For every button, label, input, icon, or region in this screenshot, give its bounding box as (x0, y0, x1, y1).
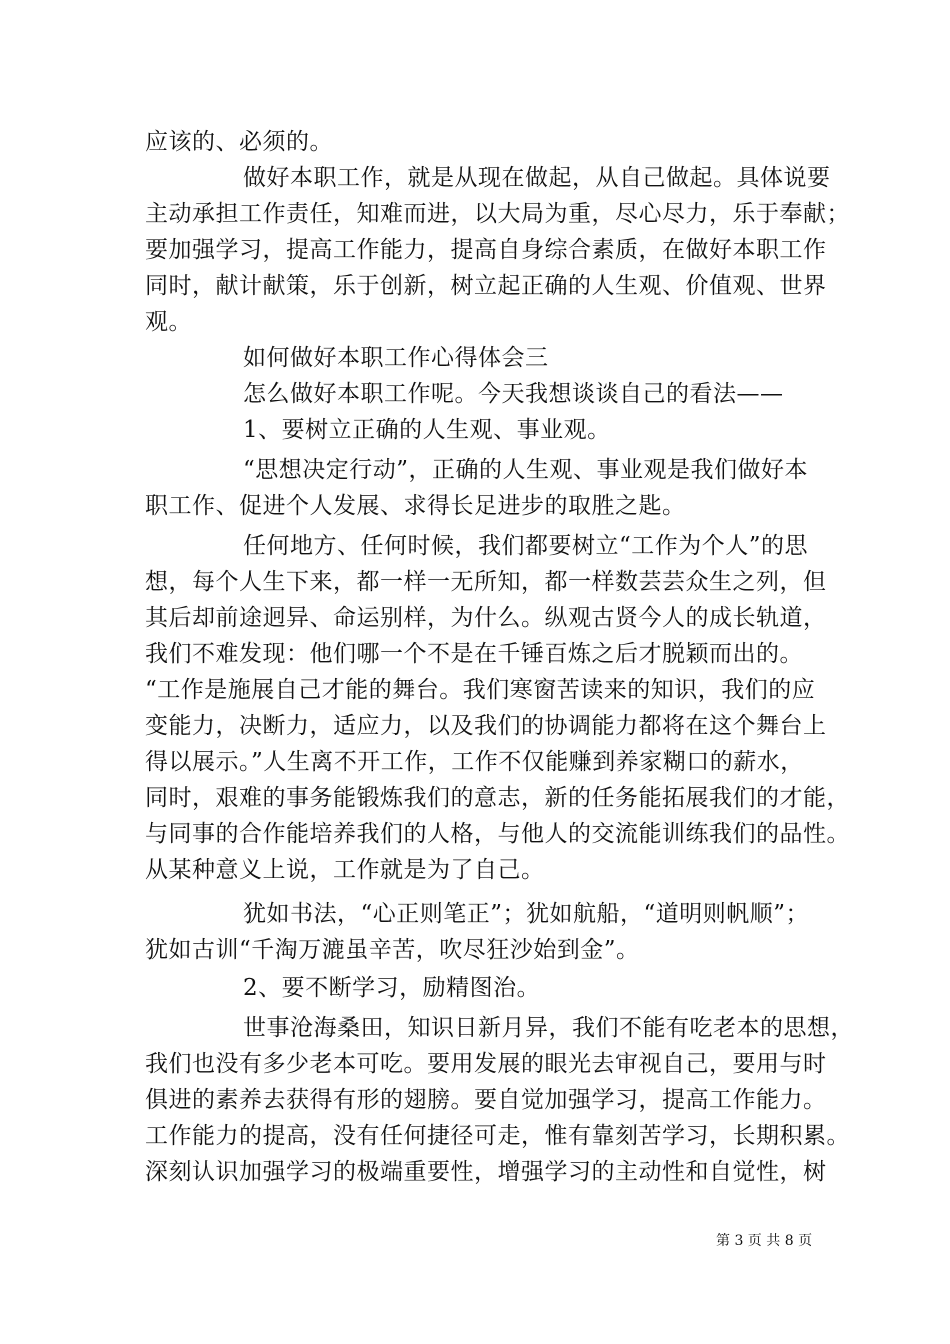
text-line: 我们也没有多少老本可吃。要用发展的眼光去审视自己，要用与时 (145, 1051, 827, 1077)
page-number: 第 3 页 共 8 页 (716, 1233, 813, 1249)
text-line: 工作能力的提高，没有任何捷径可走，惟有靠刻苦学习，长期积累。 (145, 1123, 850, 1149)
text-line: 观。 (145, 309, 192, 335)
text-line: 想，每个人生下来，都一样一无所知，都一样数芸芸众生之列，但 (145, 569, 827, 595)
text-line: 我们不难发现：他们哪一个不是在千锤百炼之后才脱颖而出的。 (145, 641, 803, 667)
text-line: 同时，献计献策，乐于创新，树立起正确的人生观、价值观、世界 (145, 273, 827, 299)
text-line: 变能力，决断力，适应力，以及我们的协调能力都将在这个舞台上 (145, 713, 827, 739)
text-line: 其后却前途迥异、命运别样，为什么。纵观古贤今人的成长轨道， (145, 605, 827, 631)
text-line: 同时，艰难的事务能锻炼我们的意志，新的任务能拓展我们的才能， (145, 785, 850, 811)
text-line: 与同事的合作能培养我们的人格，与他人的交流能训练我们的品性。 (145, 821, 850, 847)
text-line: 世事沧海桑田，知识日新月异，我们不能有吃老本的思想， (243, 1015, 854, 1041)
numbered-heading: 1、要树立正确的人生观、事业观。 (243, 417, 611, 443)
text-line: 做好本职工作，就是从现在做起，从自己做起。具体说要 (243, 165, 831, 191)
text-line: 从某种意义上说，工作就是为了自己。 (145, 857, 545, 883)
text-line: “思想决定行动”，正确的人生观、事业观是我们做好本 (243, 457, 809, 483)
text-line: 应该的、必须的。 (145, 129, 333, 155)
text-line: 要加强学习，提高工作能力，提高自身综合素质，在做好本职工作 (145, 237, 827, 263)
text-line: 任何地方、任何时候，我们都要树立“工作为个人”的思 (243, 533, 809, 559)
text-line: 主动承担工作责任，知难而进，以大局为重，尽心尽力，乐于奉献； (145, 201, 850, 227)
numbered-heading: 2、要不断学习，励精图治。 (243, 975, 541, 1001)
text-line: 深刻认识加强学习的极端重要性，增强学习的主动性和自觉性，树 (145, 1159, 827, 1185)
text-line: 职工作、促进个人发展、求得长足进步的取胜之匙。 (145, 493, 686, 519)
text-line: 犹如古训“千淘万漉虽辛苦，吹尽狂沙始到金”。 (145, 937, 640, 963)
text-line: 俱进的素养去获得有形的翅膀。要自觉加强学习，提高工作能力。 (145, 1087, 827, 1113)
text-line: 犹如书法，“心正则笔正”；犹如航船，“道明则帆顺”； (243, 901, 810, 927)
text-line: 得以展示。”人生离不开工作，工作不仅能赚到养家糊口的薪水， (145, 749, 804, 775)
section-heading: 如何做好本职工作心得体会三 (243, 345, 549, 371)
text-line: 怎么做好本职工作呢。今天我想谈谈自己的看法—— (243, 381, 784, 407)
text-line: “工作是施展自己才能的舞台。我们寒窗苦读来的知识，我们的应 (145, 677, 816, 703)
